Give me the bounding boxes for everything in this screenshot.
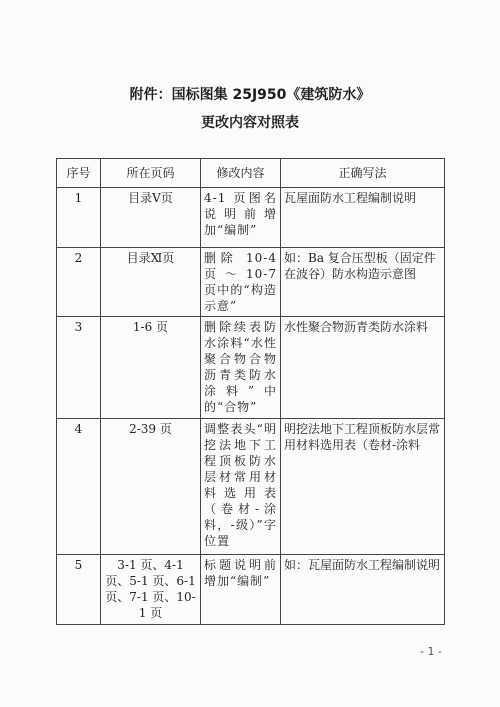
cell-no: 5 (57, 555, 101, 625)
table-row (57, 555, 445, 625)
table-header-row (57, 159, 445, 188)
header-change: 修改内容 (201, 159, 281, 188)
cell-no: 3 (57, 317, 101, 419)
header-no: 序号 (57, 159, 101, 188)
header-correct: 正确写法 (281, 159, 445, 188)
table-row (57, 419, 445, 555)
cell-page: 1-6 页 (101, 317, 201, 419)
cell-no: 2 (57, 248, 101, 317)
document-subtitle: 更改内容对照表 (201, 115, 299, 131)
table-row (57, 317, 445, 419)
changes-table (56, 158, 445, 625)
page-number: - 1 - (420, 645, 442, 658)
cell-change: 调整表头“明挖法地下工程顶板防水层材常用材料选用表（卷材-涂料，-级）”字位置 (201, 419, 281, 555)
cell-correct: 如：瓦屋面防水工程编制说明 (281, 555, 445, 625)
document-title: 附件：国标图集 25J950《建筑防水》 (129, 87, 371, 103)
cell-page: 2-39 页 (101, 419, 201, 555)
cell-change: 标题说明前增加“编制” (201, 555, 281, 625)
cell-change: 4-1 页图名说明前增加“编制” (201, 188, 281, 248)
cell-change: 删除 10-4 页 ～ 10-7 页中的“构造示意” (201, 248, 281, 317)
cell-correct: 明挖法地下工程顶板防水层常用材料选用表（卷材-涂料 (281, 419, 445, 555)
cell-correct: 瓦屋面防水工程编制说明 (281, 188, 445, 248)
cell-page: 目录Ⅺ页 (101, 248, 201, 317)
cell-page: 3-1 页、4-1 页、5-1 页、6-1 页、7-1 页、10-1 页 (101, 555, 201, 625)
cell-no: 4 (57, 419, 101, 555)
cell-page: 目录Ⅴ页 (101, 188, 201, 248)
cell-correct: 水性聚合物沥青类防水涂料 (281, 317, 445, 419)
table-row (57, 188, 445, 248)
cell-correct: 如：Ba 复合压型板（固定件在波谷）防水构造示意图 (281, 248, 445, 317)
table-row (57, 248, 445, 317)
cell-no: 1 (57, 188, 101, 248)
cell-change: 删除续表防水涂料“水性聚合物合物沥青类防水涂料”中的“合物” (201, 317, 281, 419)
header-page: 所在页码 (101, 159, 201, 188)
